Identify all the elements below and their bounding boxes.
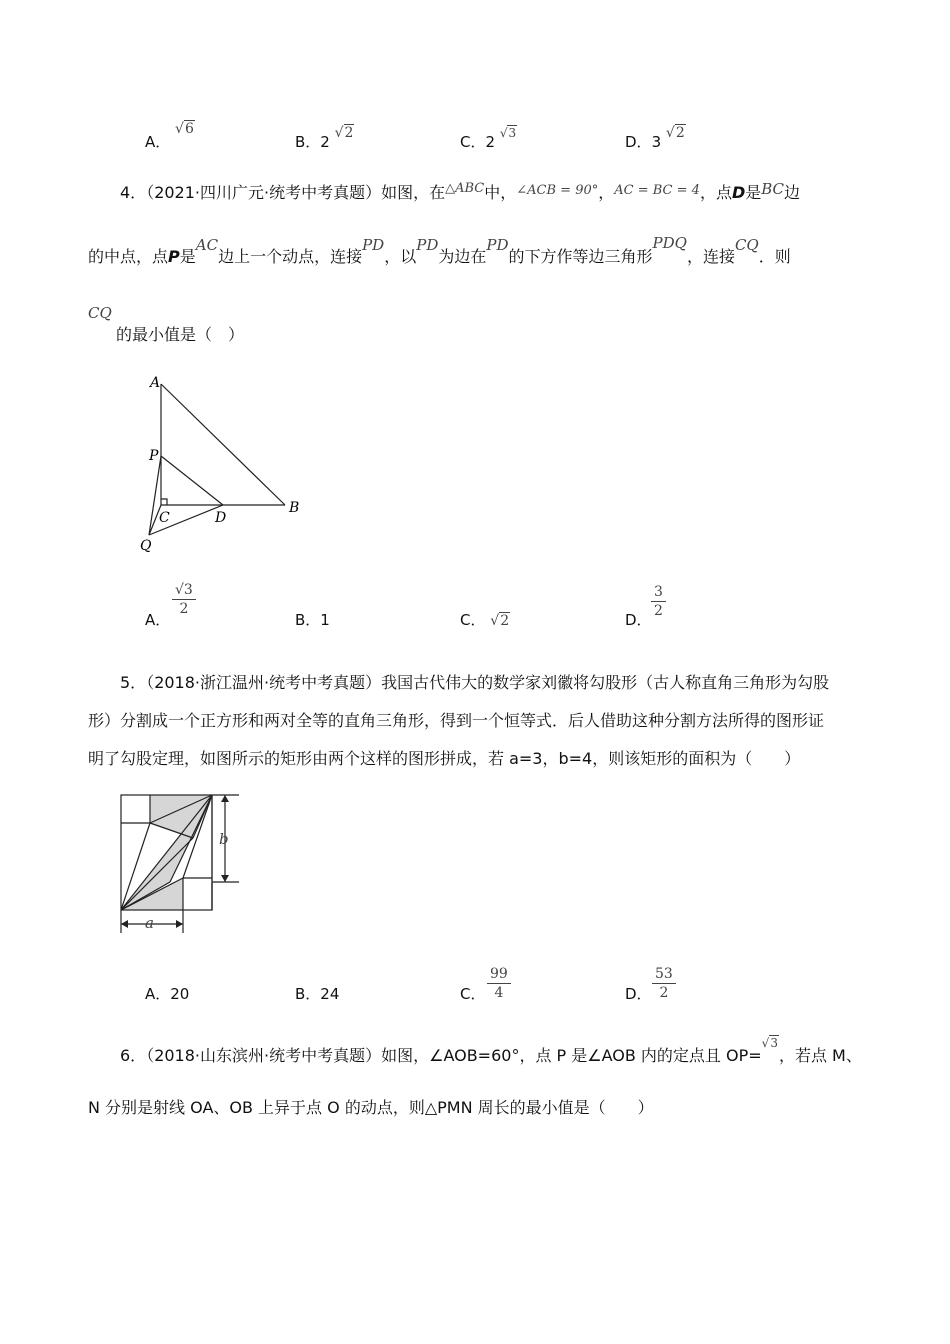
label-a: a bbox=[145, 914, 154, 932]
q5-option-b: B．24 bbox=[295, 985, 340, 1003]
q4-line-1: 4．（2021·四川广元·统考中考真题）如图，在$^{\triangle ABC}$中，$^{\angle ACB = 90^\circ}$，$^{AC = BC = 4}$，点D是BC边 bbox=[120, 180, 801, 202]
q4-line-2: 的中点，点P是AC边上一个动点，连接PD，以PD为边在PD的下方作等边三角形PDQ，连接CQ．则 bbox=[88, 234, 791, 266]
q4-option-c: C． √2 bbox=[460, 611, 510, 629]
fraction: 3 2 bbox=[651, 584, 666, 619]
sqrt-expression: √3 bbox=[761, 1036, 778, 1050]
label-b: b bbox=[219, 830, 229, 848]
question-source: （2018·浙江温州·统考中考真题） bbox=[146, 673, 382, 692]
right-angle-mark bbox=[161, 499, 167, 505]
fraction: 99 4 bbox=[487, 966, 511, 1001]
q4-line-3-formula: CQ bbox=[88, 304, 112, 322]
label-b: B bbox=[289, 500, 300, 516]
sqrt-expression: √2 bbox=[490, 613, 510, 629]
q4-option-d: D． bbox=[625, 611, 652, 629]
sqrt-expression: √6 bbox=[175, 121, 194, 137]
q3-option-a: A． √6 bbox=[145, 121, 194, 151]
q4-option-b: B．1 bbox=[295, 611, 330, 629]
q5-rectangle-figure bbox=[115, 788, 255, 938]
q4-option-a: A． bbox=[145, 611, 171, 629]
q5-line-2: 形）分割成一个正方形和两对全等的直角三角形，得到一个恒等式．后人借助这种分割方法所得的图形证 bbox=[88, 711, 825, 730]
q3-option-d: D．3 √2 bbox=[625, 125, 685, 151]
segment-ab bbox=[161, 384, 285, 505]
label-a: A bbox=[150, 375, 161, 391]
label-p: P bbox=[149, 448, 159, 464]
label-d: D bbox=[215, 510, 227, 526]
fraction: 53 2 bbox=[652, 966, 676, 1001]
label-c: C bbox=[159, 510, 170, 526]
segment-pd bbox=[161, 456, 223, 505]
q4-triangle-figure bbox=[130, 370, 320, 560]
q6-line-1: 6．（2018·山东滨州·统考中考真题）如图，∠AOB=60°，点 P 是∠AOB 内的定点且 OP=$^{√3}$，若点 M、 bbox=[120, 1036, 862, 1065]
q5-option-c: C． bbox=[460, 985, 486, 1003]
q5-line-1: 5．（2018·浙江温州·统考中考真题）我国古代伟大的数学家刘徽将勾股形（古人称直角三角形为勾股 bbox=[120, 673, 830, 692]
question-source: （2021·四川广元·统考中考真题） bbox=[146, 183, 382, 202]
q4-line-3: 的最小值是（ ） bbox=[116, 325, 245, 344]
fraction: √3 2 bbox=[172, 582, 196, 617]
q5-option-d: D． bbox=[625, 985, 652, 1003]
q3-option-b: B．2 √2 bbox=[295, 125, 354, 151]
q5-line-3: 明了勾股定理，如图所示的矩形由两个这样的图形拼成，若 a=3，b=4，则该矩形的面积为（ ） bbox=[88, 749, 801, 768]
q3-option-c: C．2 $^{√3}$ bbox=[460, 126, 517, 151]
sqrt-expression: √2 bbox=[334, 125, 354, 141]
sqrt-expression: √2 bbox=[665, 125, 685, 141]
q6-line-2: N 分别是射线 OA、OB 上异于点 O 的动点，则△PMN 周长的最小值是（ ） bbox=[88, 1098, 654, 1117]
question-source: （2018·山东滨州·统考中考真题） bbox=[146, 1046, 382, 1065]
sqrt-expression: √3 bbox=[499, 126, 517, 140]
q5-option-a: A．20 bbox=[145, 985, 190, 1003]
label-q: Q bbox=[140, 538, 152, 554]
